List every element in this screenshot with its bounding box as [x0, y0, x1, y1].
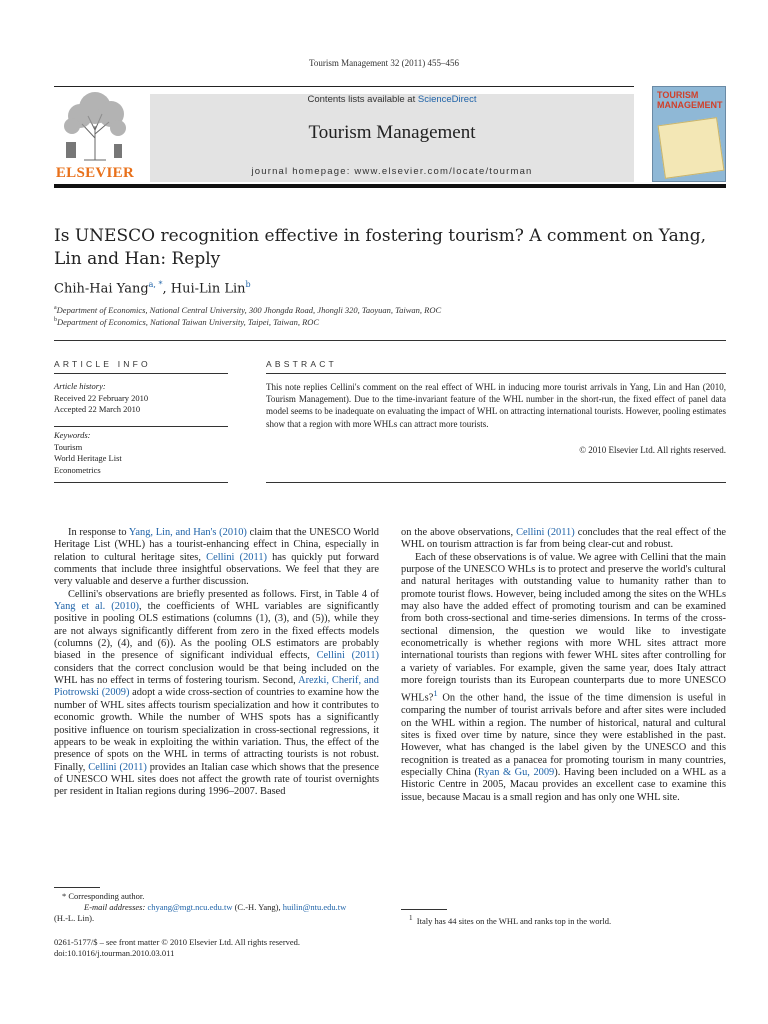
article-info-heading: ARTICLE INFO: [54, 359, 151, 369]
body-column-right: [401, 527, 726, 804]
email-link[interactable]: chyang@mgt.ncu.edu.tw: [147, 902, 233, 912]
email-owner: (C.-H. Yang),: [232, 902, 283, 912]
affil-text: Department of Economics, National Central University, 300 Jhongda Road, Jhongli 320, Taoyuan, Taiwan, ROC: [56, 305, 442, 315]
history-label: Article history:: [54, 381, 106, 391]
running-head: Tourism Management 32 (2011) 455–456: [308, 58, 459, 68]
affil-mark: a: [54, 305, 57, 312]
history-rule: [54, 426, 228, 427]
citation-link[interactable]: Yang, Lin, and Han's (2010): [128, 527, 247, 538]
journal-title[interactable]: Tourism Management: [308, 122, 476, 143]
author-affil-mark[interactable]: b: [245, 280, 251, 289]
body-paragraph: [401, 552, 726, 804]
body-paragraph: [54, 527, 379, 589]
elsevier-logo[interactable]: [54, 86, 136, 182]
sciencedirect-link[interactable]: ScienceDirect: [417, 94, 477, 105]
info-bottom-rule: [54, 482, 228, 483]
citation-link[interactable]: Arezki, Cherif, and Piotrowski (2009): [54, 675, 379, 699]
body-text: on the above observations,: [401, 527, 517, 538]
citation-link[interactable]: Cellini (2011): [88, 761, 147, 773]
body-text: Each of these observations is of value. We agree with Cellini that the main purpose of the UNESCO WHLs is to protect and preserve the world's cultural and natural heritages with outstanding value to humanity rather than to promote tourist flows. However, being included among the sites on the WHLs may also have the added effect of promoting tourism and can be examined from both cross-sectional and time-series dimensions. In terms of the cross-sectional dimension, the question we would like to investigate econometrically is whether regions with more WHL sites attract more international tourists than regions with fewer WHL sites after controlling for a variety of variables. For example, given the same year, does Italy attract more foreign tourists than its European counterparts due to more UNESCO WHLs?: [401, 551, 726, 704]
affil-mark: b: [54, 317, 57, 324]
footnote-rule-right: [401, 909, 447, 910]
body-text: On the other hand, the issue of the time dimension is useful in comparing the number of tourist arrivals before and after sites were included on the WHL within a region. The number of historical, natural and cultural sites is fixed over time by nature, since they were established in the past. However, what has changed is the label given by the UNESCO and this recognition is treated as a panacea for promoting tourism in many countries, especially China (: [401, 692, 726, 778]
email-label: E-mail addresses:: [84, 902, 146, 912]
author-name[interactable]: Chih-Hai Yang: [54, 281, 149, 297]
body-paragraph: [54, 589, 379, 799]
body-text: ). Having been included on a WHL as a Historic Centre in 2005, Macau provides an excellent case to examine this issue, because Macau is a small region and has only one WHL site.: [401, 767, 726, 803]
keyword: Tourism: [54, 441, 83, 452]
article-history: [54, 381, 228, 416]
abstract-heading: ABSTRACT: [266, 359, 337, 369]
corresponding-author-note: [54, 891, 379, 924]
abstract-copyright: © 2010 Elsevier Ltd. All rights reserved.: [579, 445, 726, 455]
keywords-block: [54, 430, 228, 476]
article-info-rule: [54, 373, 228, 374]
keyword: Econometrics: [54, 464, 101, 475]
article-title: Is UNESCO recognition effective in fostering tourism? A comment on Yang, Lin and Han: Reply: [54, 226, 707, 269]
affiliation-b: [54, 317, 319, 327]
email-link[interactable]: huilin@ntu.edu.tw: [282, 902, 347, 912]
cover-postcard-image: [658, 117, 725, 179]
keyword: World Heritage List: [54, 453, 122, 463]
info-top-rule: [54, 340, 726, 341]
citation-link[interactable]: Yang et al. (2010): [54, 601, 139, 613]
citation-link[interactable]: Cellini (2011): [206, 551, 267, 563]
abstract-rule: [266, 373, 726, 374]
author-line: [54, 280, 251, 296]
doi-line[interactable]: doi:10.1016/j.tourman.2010.03.011: [54, 948, 175, 958]
author-name[interactable]: , Hui-Lin Lin: [162, 281, 246, 297]
body-text: claim that the UNESCO World Heritage List (WHL) has a tourist-enhancing effect in China, especially in relation to cultural heritage sites,: [54, 527, 379, 563]
corr-text: Corresponding author.: [68, 891, 145, 901]
elsevier-wordmark: ELSEVIER: [55, 165, 135, 181]
body-text: has quickly put forward comments that include three insightful observations. We feel that they are very valuable and deserve a further discussion.: [54, 551, 379, 588]
abstract-text: This note replies Cellini's comment on the real effect of WHL in inducing more tourist arrivals in Yang, Lin and Han (2010, Tourism Management). Due to the time-invariant feature of the WHL number in the short-run, the fixed effect of panel data model seems to be inadequate on evaluating the impact of WHL on attracting international tourists. However, pooling estimates show that a region with more WHLs can attract more tourists.: [266, 382, 726, 429]
footnote-mark: 1: [409, 914, 413, 922]
contents-line: [150, 94, 634, 105]
footnote-text: Italy has 44 sites on the WHL and ranks top in the world.: [416, 915, 612, 926]
body-text: provides an Italian case which shows that the presence of UNESCO WHL sites does not affect the growth rate of tourist overnights per resident in Italian regions during 1996–2007. Based: [54, 761, 379, 798]
body-text: Cellini's observations are briefly presented as follows. First, in Table 4 of: [68, 588, 379, 600]
footnote-1: [401, 913, 726, 927]
body-text: adopt a wide cross-section of countries to examine how the number of WHL sites affects tourism specialization and how it contributes to economic growth. While the number of WHS spots has a significantly positive influence on tourism specialization in cross-sectional regressions, it appears to be weak in exploiting the within variation. Thus, the effect of the presence of spots on the WHL in terms of attracting tourists is not robust. Finally,: [54, 687, 379, 773]
footnote-rule-left: [54, 887, 100, 888]
issn-line: 0261-5177/$ – see front matter © 2010 Elsevier Ltd. All rights reserved.: [54, 937, 301, 947]
email-owner: (H.-L. Lin).: [54, 913, 95, 923]
affiliation-a: [54, 305, 441, 315]
header-top-rule: [54, 86, 634, 87]
citation-link[interactable]: Cellini (2011): [516, 527, 575, 538]
corr-mark: *: [62, 891, 67, 901]
cover-title: TOURISM MANAGEMENT: [657, 90, 723, 110]
journal-cover[interactable]: [652, 86, 726, 182]
body-text: considers that the correct conclusion would be that being included on the WHL has no effect in terms of fostering tourism. Second,: [54, 662, 379, 687]
author-affil-mark[interactable]: a, *: [148, 280, 163, 289]
footnote-link[interactable]: 1: [433, 688, 438, 699]
body-column-left: [54, 527, 379, 799]
journal-header: [150, 94, 634, 182]
body-paragraph: [401, 527, 726, 552]
abstract-bottom-rule: [266, 482, 726, 483]
received-date: Received 22 February 2010: [54, 392, 149, 403]
citation-link[interactable]: Ryan & Gu, 2009: [477, 767, 555, 778]
journal-homepage[interactable]: journal homepage: www.elsevier.com/locate/tourman: [251, 166, 533, 177]
body-text: concludes that the real effect of the WHL on tourism attraction is far from being clear-cut and robust.: [401, 527, 727, 551]
affil-text: Department of Economics, National Taiwan University, Taipei, Taiwan, ROC: [57, 317, 320, 327]
keywords-label: Keywords:: [54, 430, 91, 440]
accepted-date: Accepted 22 March 2010: [54, 404, 141, 414]
contents-prefix: Contents lists available at: [307, 94, 418, 105]
body-text: , the coefficients of WHL variables are significantly positive in pooling OLS estimations (columns (1), (3), and (5)), while they are not always significantly different from zero in the fixed effects models (columns (2), (4), and (6)). As the pooling OLS estimators are probably biased in the presence of significant individual effects,: [54, 601, 379, 662]
header-bottom-rule: [54, 184, 726, 188]
body-text: In response to: [68, 527, 129, 538]
elsevier-tree-icon: [54, 86, 136, 162]
citation-link[interactable]: Cellini (2011): [316, 650, 379, 662]
